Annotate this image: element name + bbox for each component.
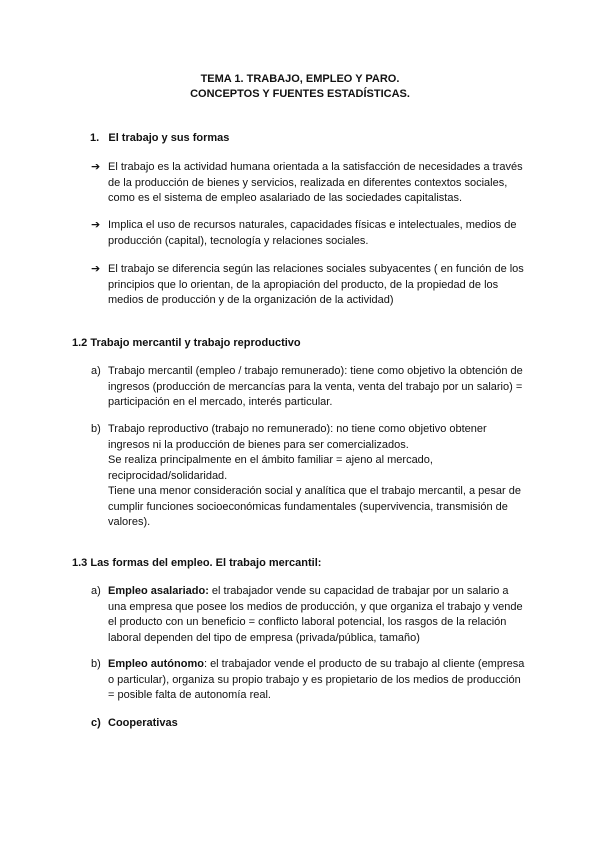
bullet-item xyxy=(91,218,528,249)
list-marker: b) xyxy=(91,658,101,670)
bullet-text: Implica el uso de recursos naturales, capacidades físicas e intelectuales, medios de producción (capital), tecnología y relaciones sociales. xyxy=(108,219,517,247)
list-item-bold: Empleo asalariado: xyxy=(108,585,209,597)
list-item-body: : el trabajador vende el producto de su trabajo al cliente (empresa o particular), organiza su propio trabajo y es propietario de los medios de producción = posible falta de autonomía real. xyxy=(108,658,525,701)
section-2-heading: 1.2 Trabajo mercantil y trabajo reproductivo xyxy=(72,337,301,349)
bullet-item xyxy=(91,160,528,207)
list-item-text: Trabajo reproductivo (trabajo no remunerado): no tiene como objetivo obtener ingresos ni la producción de bienes para ser comercializados. xyxy=(108,423,487,451)
list-item xyxy=(91,584,528,646)
list-item-text xyxy=(108,584,528,646)
section-3-heading: 1.3 Las formas del empleo. El trabajo mercantil: xyxy=(72,557,322,569)
section-1-number: 1. xyxy=(90,132,100,144)
title-line-2: CONCEPTOS Y FUENTES ESTADÍSTICAS. xyxy=(190,88,410,100)
list-marker: c) xyxy=(91,717,101,729)
bullet-text: El trabajo es la actividad humana orientada a la satisfacción de necesidades a través de la producción de bienes y servicios, realizada en diferentes contextos sociales, como es el sistema de empleo asalariado de las sociedades capitalistas. xyxy=(108,161,523,204)
list-item-text: Trabajo mercantil (empleo / trabajo remunerado): tiene como objetivo la obtención de ingresos (producción de mercancías para la venta, venta del trabajo por un salario) = participación en el mercado, interés particular. xyxy=(108,365,523,408)
section-1-title: El trabajo y sus formas xyxy=(108,132,230,144)
list-marker: a) xyxy=(91,365,101,377)
list-item-text: Se realiza principalmente en el ámbito familiar = ajeno al mercado, reciprocidad/solidaridad. xyxy=(108,454,433,482)
list-item-body: el trabajador vende su capacidad de trabajar por un salario a una empresa que posee los medios de producción, y que organiza el trabajo y vende el producto con un beneficio = conflicto laboral potencial, los rasgos de la relación laboral dependen del tipo de empresa (privada/pública, tamaño) xyxy=(108,585,523,644)
arrow-right-icon: ➔ xyxy=(91,263,101,275)
document-title xyxy=(0,72,600,102)
bullet-text: El trabajo se diferencia según las relaciones sociales subyacentes ( en función de los principios que lo orientan, de la apropiación del producto, de la propiedad de los medios de producción y de la organización de la actividad) xyxy=(108,263,524,306)
list-item-bold: Cooperativas xyxy=(108,717,178,729)
list-item xyxy=(91,422,528,531)
list-item xyxy=(91,657,528,704)
list-item-text xyxy=(108,657,528,704)
arrow-right-icon: ➔ xyxy=(91,161,101,173)
list-item xyxy=(91,716,528,732)
section-1-heading xyxy=(90,131,229,147)
title-line-1: TEMA 1. TRABAJO, EMPLEO Y PARO. xyxy=(200,73,400,85)
list-marker: a) xyxy=(91,585,101,597)
bullet-item xyxy=(91,262,528,309)
arrow-right-icon: ➔ xyxy=(91,219,101,231)
list-item xyxy=(91,364,528,411)
list-marker: b) xyxy=(91,423,101,435)
list-item-text xyxy=(108,716,528,732)
list-item-text: Tiene una menor consideración social y analítica que el trabajo mercantil, a pesar de cumplir funciones socioeconómicas fundamentales (supervivencia, transmisión de valores). xyxy=(108,485,521,528)
list-item-bold: Empleo autónomo xyxy=(108,658,204,670)
